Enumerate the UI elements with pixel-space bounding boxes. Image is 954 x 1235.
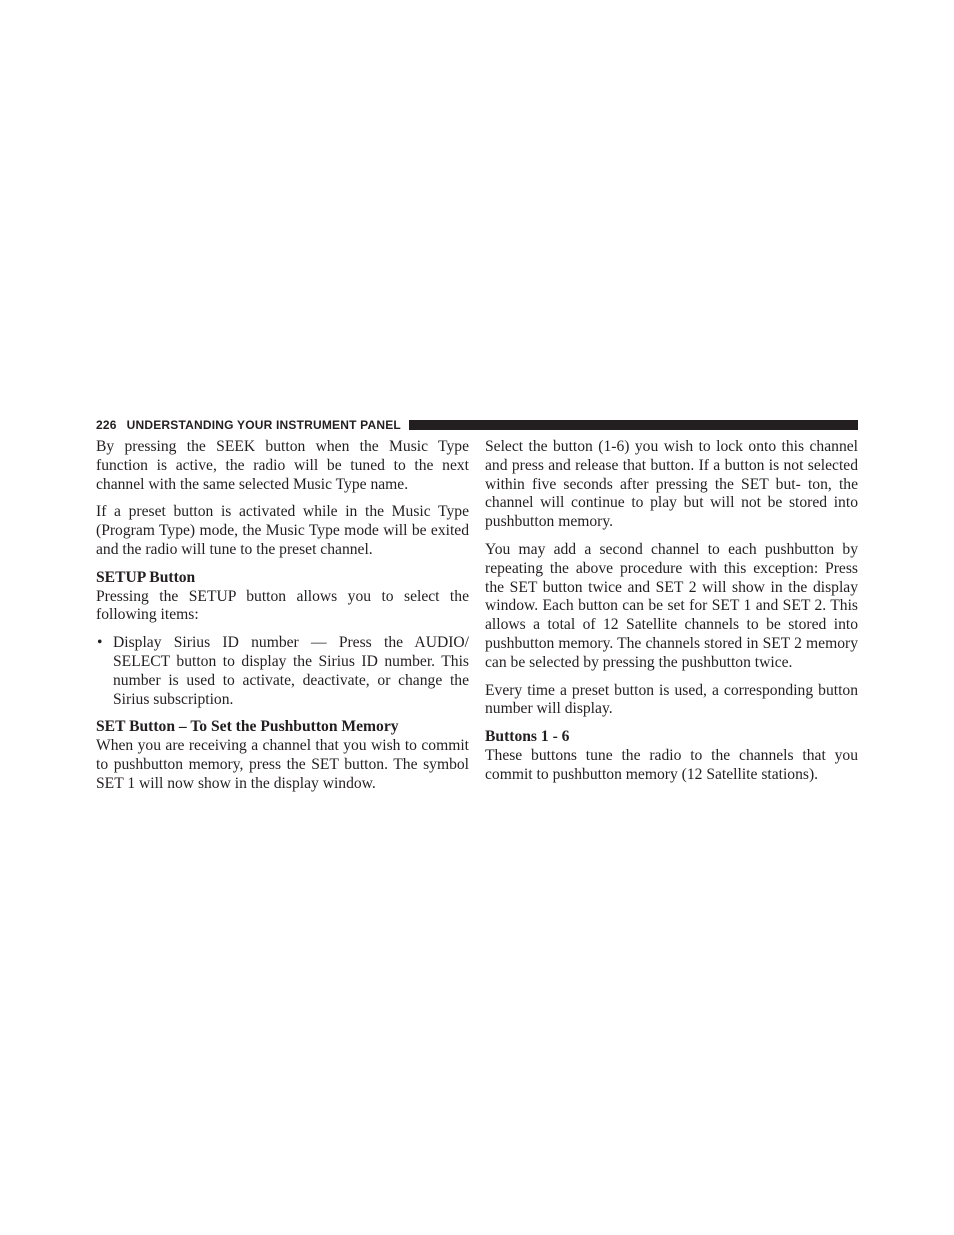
page-number: 226 xyxy=(96,418,117,432)
header-rule-bar xyxy=(409,420,858,430)
paragraph-buttons: These buttons tune the radio to the channels that you commit to pushbutton memory (12 Satellite stations). xyxy=(485,746,858,783)
right-column xyxy=(485,438,858,794)
paragraph-set: When you are receiving a channel that you wish to commit to pushbutton memory, press the SET button. The symbol SET 1 will now show in the display window. xyxy=(96,737,469,792)
heading-buttons-1-6: Buttons 1 - 6 xyxy=(485,728,570,746)
section-title: UNDERSTANDING YOUR INSTRUMENT PANEL xyxy=(126,418,401,432)
paragraph-select-button: Select the button (1-6) you wish to lock onto this channel and press and release that button. If a button is not selected within five seconds after pressing the SET but- ton, the channel will continue to play but will not be stored into pushbutton memory. xyxy=(485,438,858,531)
page-header xyxy=(96,417,858,433)
list-item xyxy=(96,634,469,709)
left-column xyxy=(96,438,469,803)
setup-items-list xyxy=(96,634,469,709)
bullet-icon: • xyxy=(97,634,103,652)
paragraph-seek: By pressing the SEEK button when the Music Type function is active, the radio will be tuned to the next channel with the same selected Music Type name. xyxy=(96,438,469,493)
heading-set-button: SET Button – To Set the Pushbutton Memory xyxy=(96,718,399,736)
paragraph-second-channel: You may add a second channel to each pushbutton by repeating the above procedure with this exception: Press the SET button twice and SET 2 will show in the display window. Each button can be set for SET 1 and SET 2. This allows a total of 12 Satellite channels to be stored into pushbutton memory. The channels stored in SET 2 memory can be selected by pressing the pushbutton twice. xyxy=(485,540,858,671)
list-item-text: Display Sirius ID number — Press the AUDIO/ SELECT button to display the Sirius ID number. This number is used to activate, deactivate, or change the Sirius subscription. xyxy=(113,634,469,708)
paragraph-preset-display: Every time a preset button is used, a corresponding button number will display. xyxy=(485,681,858,718)
heading-setup-button: SETUP Button xyxy=(96,568,196,586)
paragraph-preset: If a preset button is activated while in the Music Type (Program Type) mode, the Music Type mode will be exited and the radio will tune to the preset channel. xyxy=(96,503,469,558)
paragraph-setup: Pressing the SETUP button allows you to select the following items: xyxy=(96,587,469,624)
